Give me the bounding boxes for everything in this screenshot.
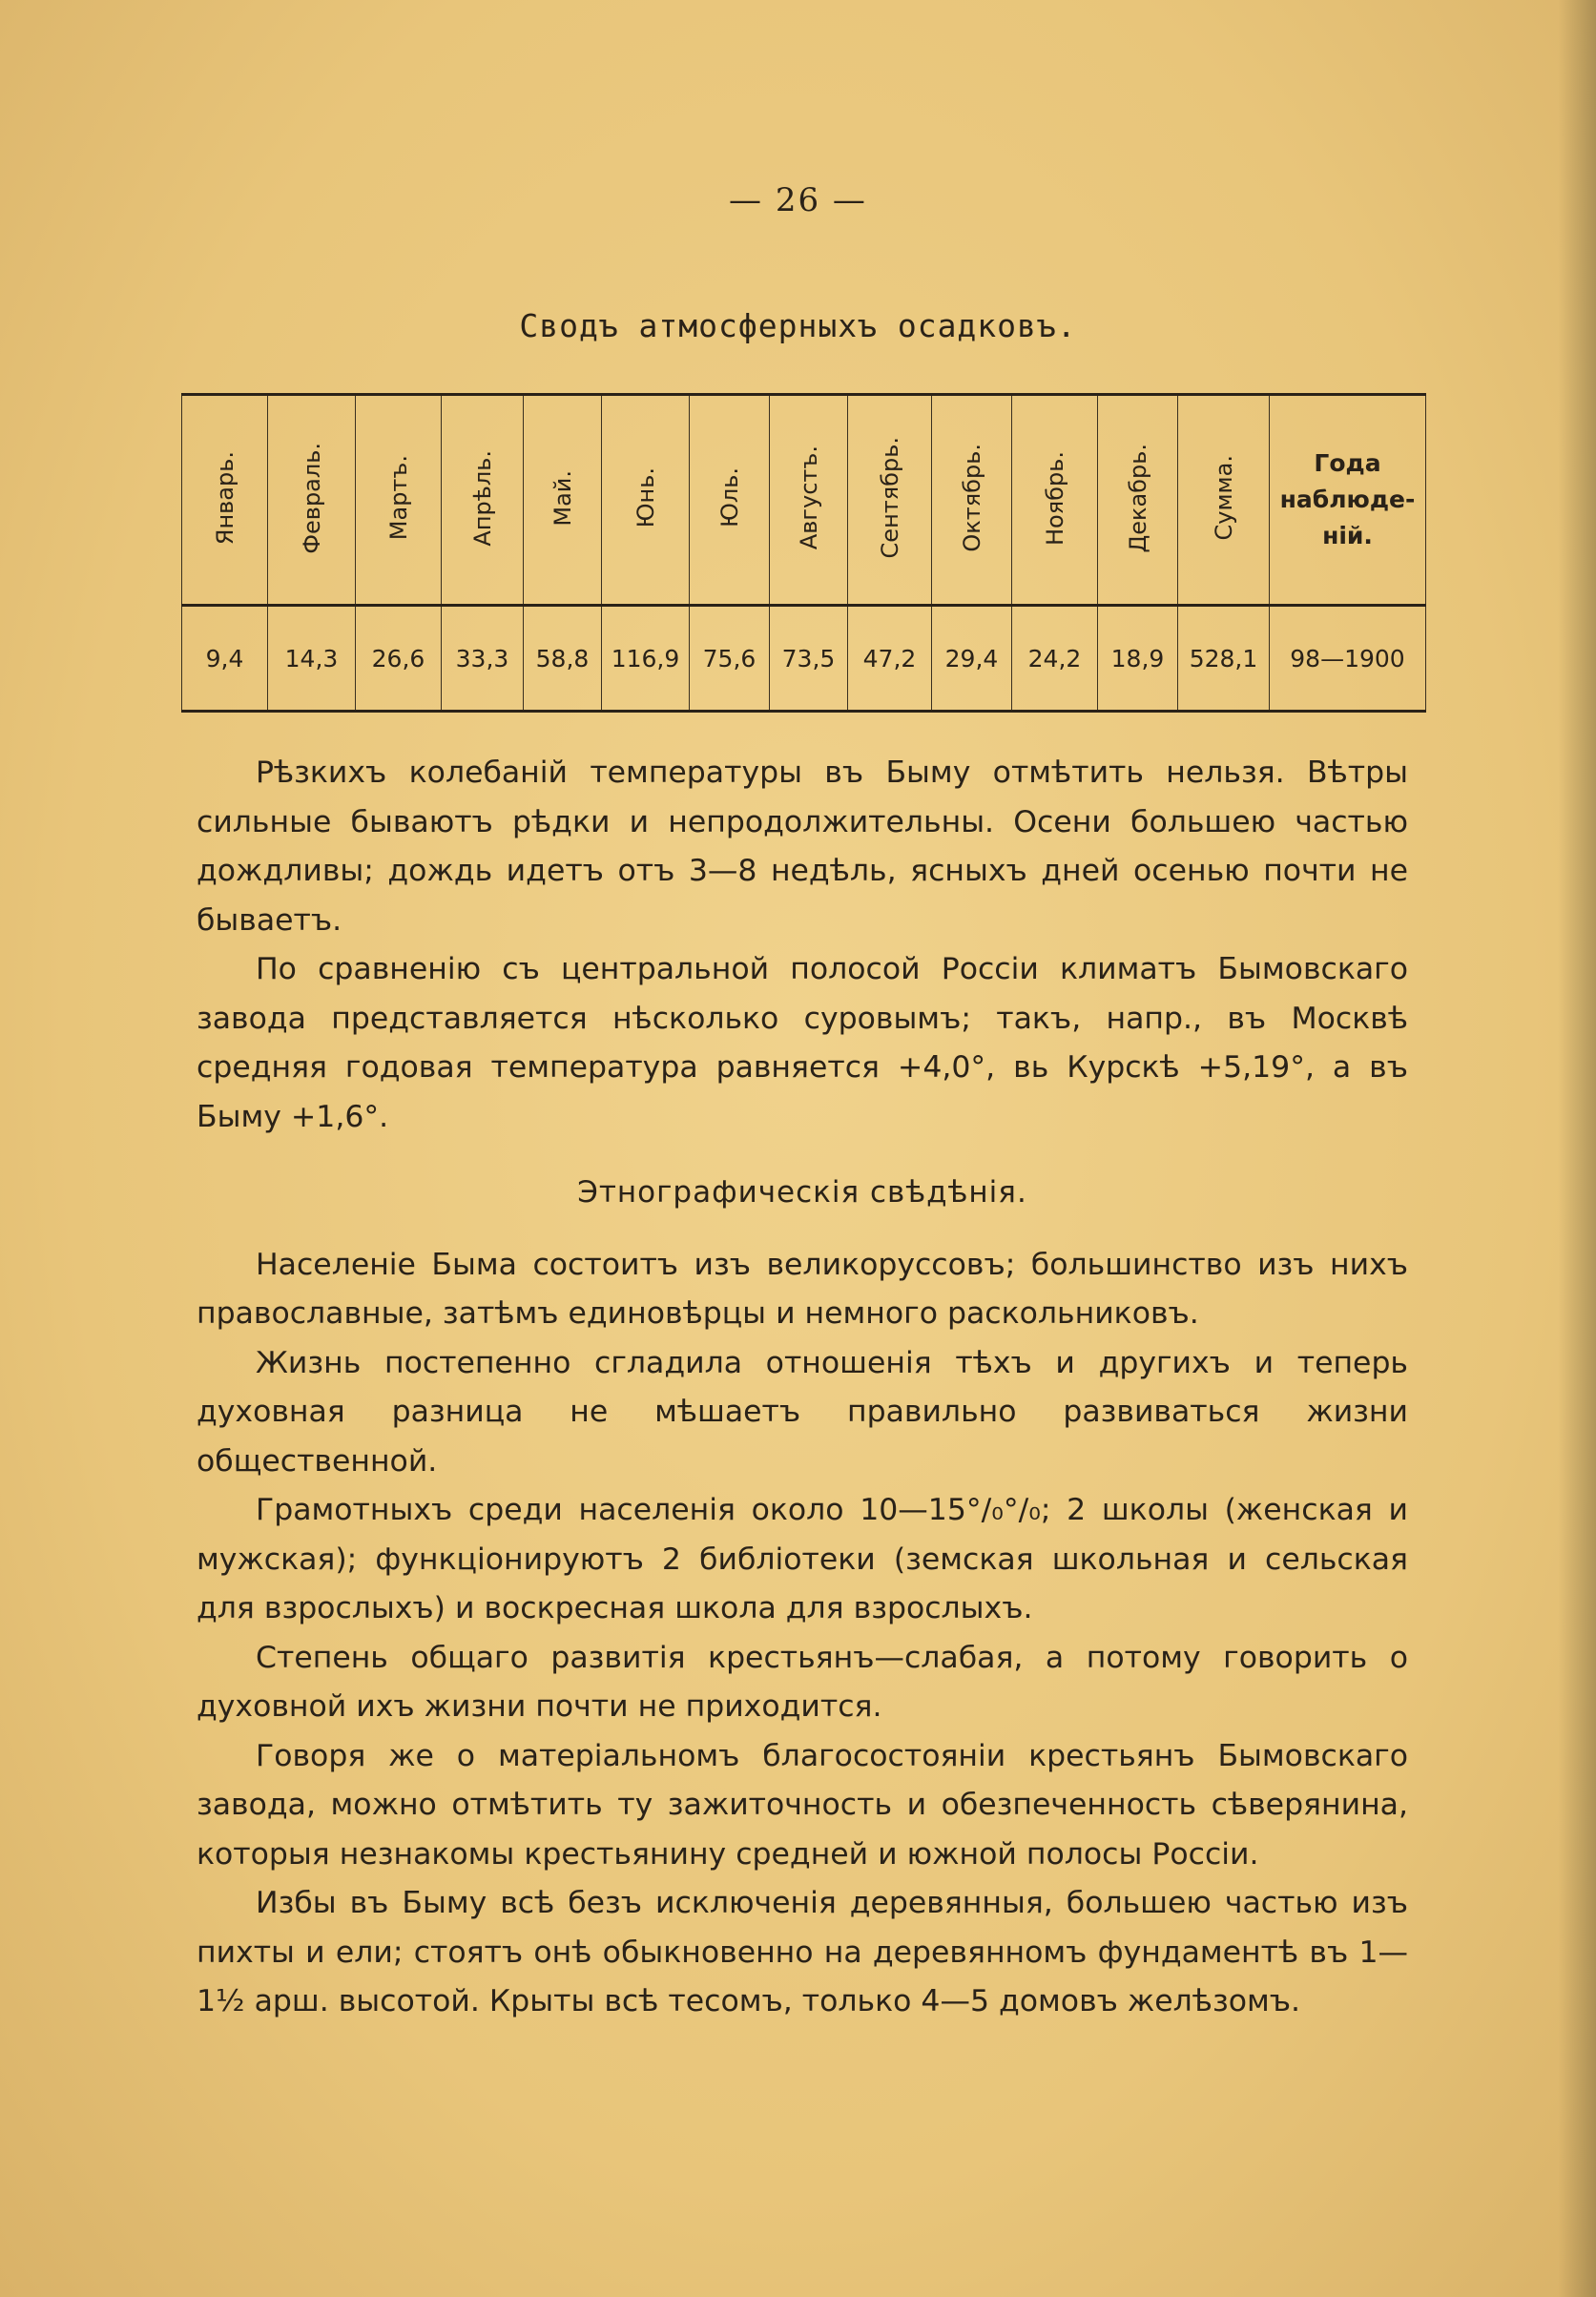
paragraph: Жизнь постепенно сгладила отношенія тѣхъ и другихъ и теперь духовная разница не мѣшаетъ правильно развиваться жизни общественной. — [197, 1345, 1408, 1479]
header-cell — [690, 395, 770, 606]
header-cell — [602, 395, 690, 606]
value-cell: 9,4 — [182, 628, 268, 689]
value-cell: 58,8 — [524, 628, 602, 689]
years-cell: 98—1900 — [1270, 628, 1426, 689]
header-label: Юль. — [715, 467, 743, 528]
body-text — [197, 749, 1408, 2027]
paragraph: Степень общаго развитія крестьянъ—слабая, а потому говорить о духовной ихъ жизни почти не приходится. — [197, 1640, 1408, 1724]
header-cell — [268, 395, 356, 606]
header-label: Мартъ. — [384, 455, 412, 541]
page-number: — 26 — — [729, 181, 867, 219]
paragraph: Рѣзкихъ колебаній температуры въ Быму отмѣтить нельзя. Вѣтры сильные бываютъ рѣдки и непродолжительны. Осени большею частью дождливы; дождь идетъ отъ 3—8 недѣль, ясныхъ дней осенью почти не бываетъ. — [197, 755, 1408, 938]
header-cell — [1178, 395, 1270, 606]
value-cell: 18,9 — [1098, 628, 1178, 689]
header-cell — [182, 395, 268, 606]
paragraph: Избы въ Быму всѣ безъ исключенія деревянныя, большею частью изъ пихты и ели; стоятъ онѣ обыкновенно на деревянномъ фундаментѣ въ 1—1½ арш. высотой. Крыты всѣ тесомъ, только 4—5 домовъ желѣзомъ. — [197, 1886, 1408, 2018]
header-cell — [770, 395, 848, 606]
header-label: Февраль. — [298, 442, 325, 554]
header-cell — [442, 395, 524, 606]
header-label: Декабрь. — [1124, 443, 1151, 553]
value-cell: 33,3 — [442, 628, 524, 689]
header-label: Ноябрь. — [1041, 450, 1068, 546]
header-label: Сумма. — [1210, 455, 1237, 541]
value-cell: 26,6 — [356, 628, 442, 689]
value-cell: 14,3 — [268, 628, 356, 689]
paragraph: Говоря же о матеріальномъ благосостояніи крестьянъ Бымовскаго завода, можно отмѣтить ту зажиточность и обезпеченность сѣверянина, которыя незнакомы крестьянину средней и южной полосы Россіи. — [197, 1738, 1408, 1872]
years-header: Года наблюде-ній. — [1279, 449, 1416, 549]
value-cell: 116,9 — [602, 628, 690, 689]
header-cell — [848, 395, 932, 606]
value-cell: 73,5 — [770, 628, 848, 689]
header-cell — [1012, 395, 1098, 606]
paragraph: Грамотныхъ среди населенія около 10—15°/₀°/₀; 2 школы (женская и мужская); функціонируютъ 2 библіотеки (земская школьная и сельская для взрослыхъ) и воскресная школа для взрослыхъ. — [197, 1493, 1408, 1625]
value-cell: 29,4 — [932, 628, 1012, 689]
header-cell — [1098, 395, 1178, 606]
header-cell — [356, 395, 442, 606]
header-label: Январь. — [211, 450, 238, 546]
paragraph: По сравненію съ центральной полосой Россіи климатъ Бымовскаго завода представляется нѣсколько суровымъ; такъ, напр., въ Москвѣ средняя годовая температура равняется +4,0°, вь Курскѣ +5,19°, а въ Быму +1,6°. — [197, 952, 1408, 1134]
header-label: Май. — [549, 469, 576, 527]
header-label: Апрѣль. — [468, 449, 496, 547]
header-label: Юнь. — [632, 467, 659, 528]
value-cell: 75,6 — [690, 628, 770, 689]
header-cell — [524, 395, 602, 606]
table-title: Сводъ атмосферныхъ осадковъ. — [519, 307, 1077, 344]
header-cell — [932, 395, 1012, 606]
header-label: Сентябрь. — [876, 437, 903, 559]
paragraph: Населеніе Быма состоитъ изъ великоруссовъ; большинство изъ нихъ православные, затѣмъ единовѣрцы и немного раскольниковъ. — [197, 1247, 1408, 1331]
precipitation-table — [181, 393, 1426, 713]
header-cell — [1270, 395, 1426, 606]
section-heading: Этнографическія свѣдѣнія. — [577, 1175, 1027, 1210]
header-label: Октябрь. — [958, 444, 985, 552]
header-label: Августъ. — [795, 445, 822, 550]
value-cell: 47,2 — [848, 628, 932, 689]
value-cell: 528,1 — [1178, 628, 1270, 689]
value-cell: 24,2 — [1012, 628, 1098, 689]
